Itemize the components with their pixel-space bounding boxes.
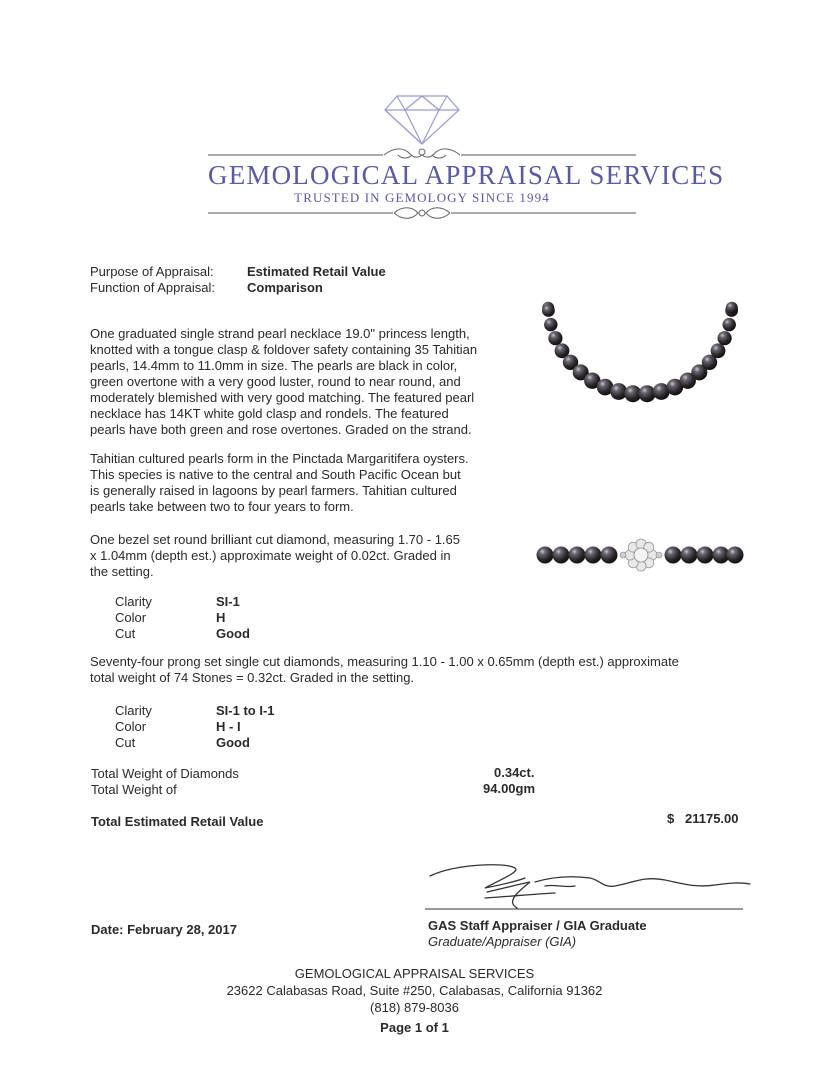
text-line: total weight of 74 Stones = 0.32ct. Graded in the setting. [90, 670, 415, 685]
pearl [544, 318, 557, 331]
color-label-2: Color [115, 719, 147, 734]
total-retail-value: 21175.00 [685, 811, 739, 826]
text-line: pearls have both green and rose overtones. Graded on the strand. [90, 422, 472, 437]
pearl [542, 304, 555, 317]
description-paragraph-1 [90, 326, 477, 438]
total-retail-label: Total Estimated Retail Value [91, 814, 264, 829]
pearl [569, 547, 586, 564]
text-line: Seventy-four prong set single cut diamonds, measuring 1.10 - 1.00 x 0.65mm (depth est.) approximate [90, 654, 679, 669]
text-line: is generally raised in lagoons by pearl farmers. Tahitian cultured [90, 483, 457, 498]
pearl [665, 547, 682, 564]
page-number: Page 1 of 1 [380, 1020, 449, 1035]
pearl [726, 302, 738, 314]
footer-company: GEMOLOGICAL APPRAISAL SERVICES [294, 966, 535, 981]
description-paragraph-3 [90, 532, 460, 580]
pearl [711, 343, 726, 358]
text-line: knotted with a tongue clasp & foldover safety containing 35 Tahitian [90, 342, 478, 357]
pearl [727, 547, 744, 564]
text-line: green overtone with a very good luster, round to near round, and [90, 374, 461, 389]
function-label: Function of Appraisal: [90, 280, 216, 295]
diamond-logo-icon [383, 94, 461, 146]
retail-currency: $ [667, 811, 675, 826]
pearl [718, 331, 732, 345]
total-weight-value: 94.00gm [483, 781, 536, 796]
pearl-clasp-photo-icon [535, 533, 745, 578]
appraisal-date: Date: February 28, 2017 [91, 922, 237, 937]
total-weight-label: Total Weight of [91, 782, 177, 797]
pearl-necklace-photo-icon [535, 290, 745, 415]
clarity-value-2: SI-1 to I-1 [216, 703, 275, 718]
description-paragraph-2 [90, 451, 469, 515]
clarity-value-1: SI-1 [216, 594, 240, 609]
pearl [601, 547, 618, 564]
pearl [553, 547, 570, 564]
footer-address: 23622 Calabasas Road, Suite #250, Calabasas, California 91362 [226, 983, 603, 998]
text-line: necklace has 14KT white gold clasp and rondels. The featured [90, 406, 449, 421]
function-value: Comparison [247, 280, 323, 295]
text-line: moderately blemished with very good matching. The featured pearl [90, 390, 475, 405]
ornament-rule-bottom [208, 204, 636, 222]
total-diamonds-label: Total Weight of Diamonds [91, 766, 239, 781]
cut-value-2: Good [216, 735, 250, 750]
company-name-header: GEMOLOGICAL APPRAISAL SERVICES [208, 160, 725, 190]
text-line: pearls, 14.4mm to 11.0mm in size. The pearls are black in color, [90, 358, 458, 373]
cut-label-2: Cut [115, 735, 136, 750]
appraiser-subtitle: Graduate/Appraiser (GIA) [428, 934, 577, 949]
cut-value-1: Good [216, 626, 250, 641]
text-line: This species is native to the central and South Pacific Ocean but [90, 467, 461, 482]
text-line: Tahitian cultured pearls form in the Pinctada Margaritifera oysters. [90, 451, 469, 466]
text-line: the setting. [90, 564, 154, 579]
pearl [585, 547, 602, 564]
appraiser-title: GAS Staff Appraiser / GIA Graduate [428, 918, 647, 933]
color-label-1: Color [115, 610, 147, 625]
pearl [537, 547, 554, 564]
pearl [723, 318, 736, 331]
pearl [681, 547, 698, 564]
purpose-value: Estimated Retail Value [247, 264, 386, 279]
purpose-label: Purpose of Appraisal: [90, 264, 214, 279]
clarity-label-1: Clarity [115, 594, 152, 609]
text-line: One bezel set round brilliant cut diamond, measuring 1.70 - 1.65 [90, 532, 460, 547]
clarity-label-2: Clarity [115, 703, 152, 718]
pearl [697, 547, 714, 564]
pearl [548, 331, 562, 345]
appraiser-signature [425, 858, 755, 913]
company-tagline: TRUSTED IN GEMOLOGY SINCE 1994 [294, 190, 550, 205]
color-value-1: H [216, 610, 226, 625]
color-value-2: H - I [216, 719, 241, 734]
text-line: pearls take between two to four years to form. [90, 499, 354, 514]
pearl [639, 385, 656, 402]
footer-phone: (818) 879-8036 [370, 1000, 459, 1015]
text-line: One graduated single strand pearl necklace 19.0" princess length, [90, 326, 470, 341]
cut-label-1: Cut [115, 626, 136, 641]
total-diamonds-value: 0.34ct. [494, 765, 535, 780]
clasp-flower [620, 539, 662, 571]
pearl [610, 383, 627, 400]
description-paragraph-4 [90, 654, 679, 686]
text-line: x 1.04mm (depth est.) approximate weight of 0.02ct. Graded in [90, 548, 451, 563]
